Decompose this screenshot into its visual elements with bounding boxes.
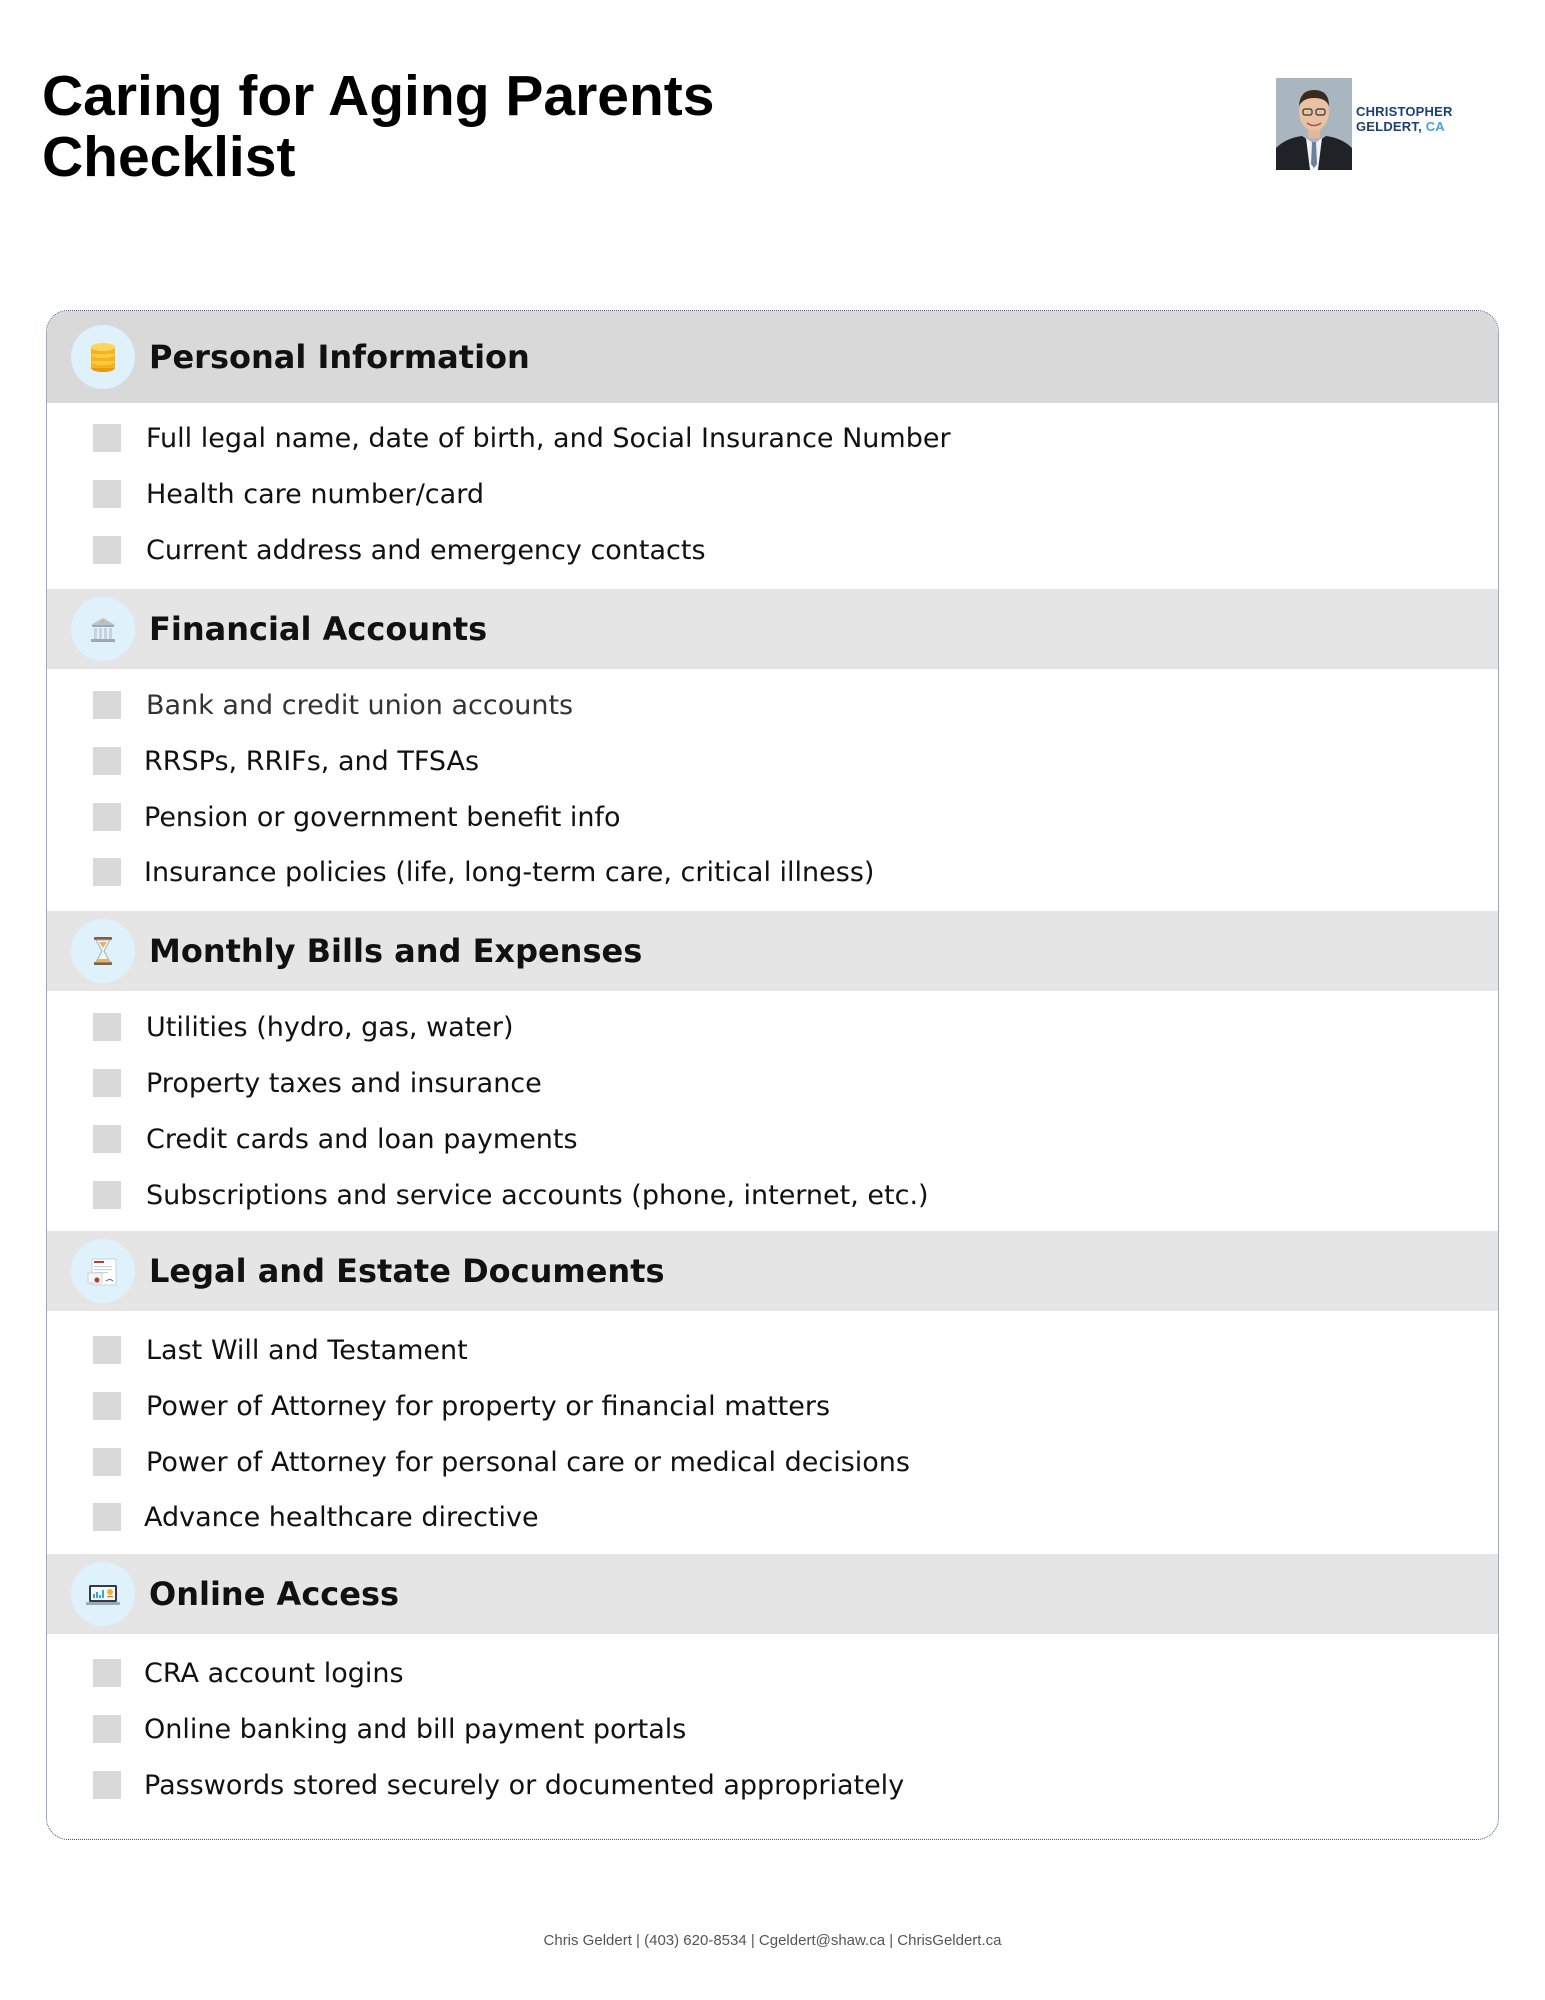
checkbox[interactable] <box>93 1013 121 1041</box>
advisor-name <box>1356 104 1453 134</box>
checklist-item-label: Utilities (hydro, gas, water) <box>146 1011 514 1043</box>
checklist-item-label: Pension or government benefit info <box>144 801 621 833</box>
checklist-item[interactable] <box>93 852 874 892</box>
checkbox[interactable] <box>93 691 121 719</box>
checklist-item[interactable] <box>93 797 621 837</box>
advisor-photo <box>1276 78 1352 170</box>
document-title: Caring for Aging Parents Checklist <box>42 64 715 189</box>
last-will-document-icon <box>71 1239 135 1303</box>
checklist-item[interactable] <box>93 1330 468 1370</box>
checklist-item[interactable] <box>93 530 706 570</box>
checklist-item-label: Health care number/card <box>146 478 484 510</box>
checklist-item[interactable] <box>93 1007 514 1047</box>
checkbox[interactable] <box>93 1448 121 1476</box>
checklist-item-label: Current address and emergency contacts <box>146 534 706 566</box>
advisor-designation: CA <box>1425 119 1445 134</box>
hourglass-icon <box>71 919 135 983</box>
section-header-online-access <box>47 1554 1498 1634</box>
checklist-item[interactable] <box>93 474 484 514</box>
section-title: Monthly Bills and Expenses <box>149 932 643 970</box>
checklist-item-label: Bank and credit union accounts <box>146 689 574 721</box>
checkbox[interactable] <box>93 1181 121 1209</box>
checkbox[interactable] <box>93 1392 121 1420</box>
checkbox[interactable] <box>93 1715 121 1743</box>
section-header-legal-estate <box>47 1231 1498 1311</box>
checkbox[interactable] <box>93 1503 121 1531</box>
checklist-item-label: Property taxes and insurance <box>146 1067 542 1099</box>
checklist-item[interactable] <box>93 1709 686 1749</box>
checklist-item[interactable] <box>93 685 573 725</box>
section-title: Personal Information <box>149 338 530 376</box>
section-header-financial-accounts <box>47 589 1498 669</box>
checklist-item-label: Last Will and Testament <box>146 1334 468 1366</box>
checklist-item[interactable] <box>93 1063 542 1103</box>
section-title: Financial Accounts <box>149 610 488 648</box>
checkbox[interactable] <box>93 1069 121 1097</box>
laptop-dashboard-icon <box>71 1562 135 1626</box>
checkbox[interactable] <box>93 803 121 831</box>
checklist-item[interactable] <box>93 1653 404 1693</box>
checklist-card <box>46 310 1499 1840</box>
advisor-name-line1: CHRISTOPHER <box>1356 104 1453 119</box>
checklist-item-label: CRA account logins <box>144 1657 404 1689</box>
checklist-item-label: Subscriptions and service accounts (phone, internet, etc.) <box>146 1179 929 1211</box>
checklist-item-label: Online banking and bill payment portals <box>144 1713 687 1745</box>
checkbox[interactable] <box>93 424 121 452</box>
section-title: Online Access <box>149 1575 400 1613</box>
checklist-item-label: Insurance policies (life, long-term care, critical illness) <box>144 856 875 888</box>
checklist-item-label: Passwords stored securely or documented appropriately <box>144 1769 905 1801</box>
checklist-item[interactable] <box>93 1386 830 1426</box>
checklist-item[interactable] <box>93 1119 578 1159</box>
checklist-item[interactable] <box>93 741 479 781</box>
section-header-monthly-bills <box>47 911 1498 991</box>
footer-contact: Chris Geldert | (403) 620-8534 | Cgeldert@shaw.ca | ChrisGeldert.ca <box>543 1932 1002 1949</box>
checkbox[interactable] <box>93 1336 121 1364</box>
checklist-item-label: Full legal name, date of birth, and Social Insurance Number <box>146 422 951 454</box>
coin-stack-icon <box>71 325 135 389</box>
checklist-item[interactable] <box>93 1442 910 1482</box>
bank-icon <box>71 597 135 661</box>
section-header-personal-information <box>47 311 1498 403</box>
brand-logo <box>1276 78 1506 170</box>
checklist-item[interactable] <box>93 1765 904 1805</box>
checkbox[interactable] <box>93 1659 121 1687</box>
checkbox[interactable] <box>93 1125 121 1153</box>
section-title: Legal and Estate Documents <box>149 1252 665 1290</box>
checklist-item[interactable] <box>93 418 951 458</box>
checklist-item-label: RRSPs, RRIFs, and TFSAs <box>144 745 480 777</box>
checkbox[interactable] <box>93 858 121 886</box>
checklist-item[interactable] <box>93 1175 929 1215</box>
checkbox[interactable] <box>93 536 121 564</box>
advisor-name-line2: GELDERT, <box>1356 119 1426 134</box>
checklist-item-label: Credit cards and loan payments <box>146 1123 578 1155</box>
checklist-item-label: Advance healthcare directive <box>144 1501 539 1533</box>
checklist-item-label: Power of Attorney for personal care or medical decisions <box>146 1446 910 1478</box>
checkbox[interactable] <box>93 1771 121 1799</box>
checklist-item[interactable] <box>93 1497 539 1537</box>
checkbox[interactable] <box>93 747 121 775</box>
checkbox[interactable] <box>93 480 121 508</box>
checklist-item-label: Power of Attorney for property or financial matters <box>146 1390 831 1422</box>
